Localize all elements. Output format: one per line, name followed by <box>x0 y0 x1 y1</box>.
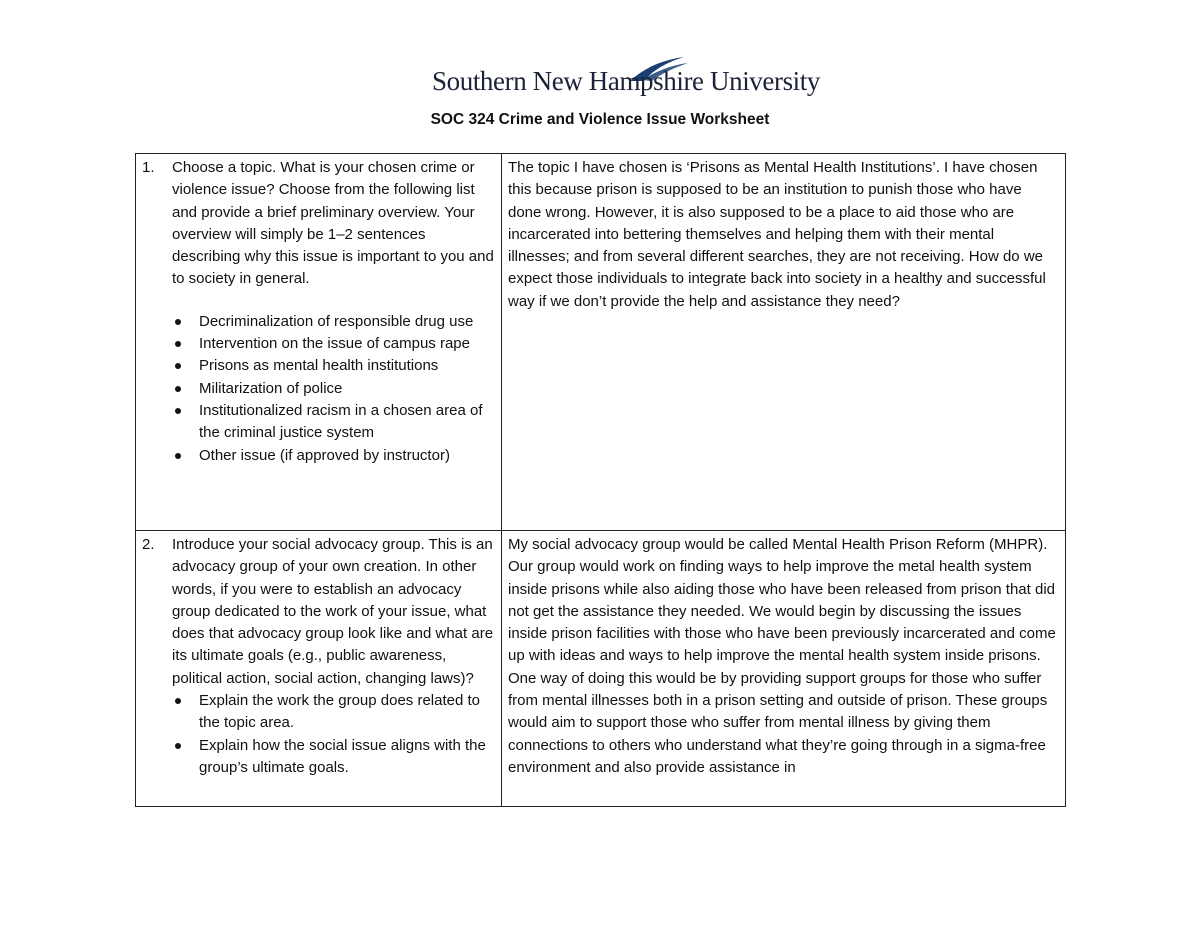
list-item: Prisons as mental health institutions <box>172 355 495 377</box>
table-row <box>136 531 1066 807</box>
university-logo <box>432 54 820 106</box>
list-item: Institutionalized racism in a chosen area of the criminal justice system <box>172 400 495 445</box>
list-item: Decriminalization of responsible drug use <box>172 311 495 333</box>
worksheet-title: SOC 324 Crime and Violence Issue Worksheet <box>430 111 770 128</box>
worksheet-table <box>135 153 1066 807</box>
list-item: Intervention on the issue of campus rape <box>172 333 495 355</box>
table-row <box>136 154 1066 531</box>
question-cell <box>136 531 502 807</box>
answer-cell <box>502 531 1066 807</box>
list-item: Explain how the social issue aligns with the group’s ultimate goals. <box>172 735 495 780</box>
university-name: Southern New Hampshire University <box>432 66 820 96</box>
instruction-list <box>142 690 495 779</box>
list-item: Other issue (if approved by instructor) <box>172 445 495 467</box>
question-prompt: Introduce your social advocacy group. This is an advocacy group of your own creation. In other words, if you were to establish an advocacy group dedicated to the work of your issue, what does that advocacy group look like and what are its ultimate goals (e.g., public awareness, political action, social action, changing laws)? <box>172 536 494 687</box>
answer-text: My social advocacy group would be called Mental Health Prison Reform (MHPR). Our group would work on finding ways to help improve the metal health system inside prisons while also aiding those who have been released from prison that did not get the assistance they needed. We would begin by discussing the issues inside prison facilities with those who have been previously incarcerated and come up with ideas and ways to help improve the mental health system inside prisons. One way of doing this would be by providing support groups for those who suffer from mental illnesses both in a prison setting and outside of prison. These groups would aim to support those who suffer from mental illness by giving them connections to others who understand what they’re going through in a sigma-free environment and also provide assistance in <box>508 536 1056 776</box>
answer-text: The topic I have chosen is ‘Prisons as Mental Health Institutions’. I have chosen this because prison is supposed to be an institution to punish those who have done wrong. However, it is also supposed to be a place to aid those who are incarcerated into bettering themselves and helping them with their mental illnesses; and from several different searches, they are not receiving. How do we expect those individuals to integrate back into society in a healthy and successful way if we don’t provide the help and assistance they need? <box>508 159 1046 310</box>
question-cell <box>136 154 502 531</box>
question-number: 2. <box>142 536 155 553</box>
answer-cell <box>502 154 1066 531</box>
list-item: Explain the work the group does related to the topic area. <box>172 690 495 735</box>
topic-list <box>142 311 495 467</box>
list-item: Militarization of police <box>172 378 495 400</box>
question-prompt: Choose a topic. What is your chosen crime or violence issue? Choose from the following list and provide a brief preliminary overview. Your overview will simply be 1–2 sentences describing why this issue is important to you and to society in general. <box>172 159 494 288</box>
question-number: 1. <box>142 159 155 176</box>
